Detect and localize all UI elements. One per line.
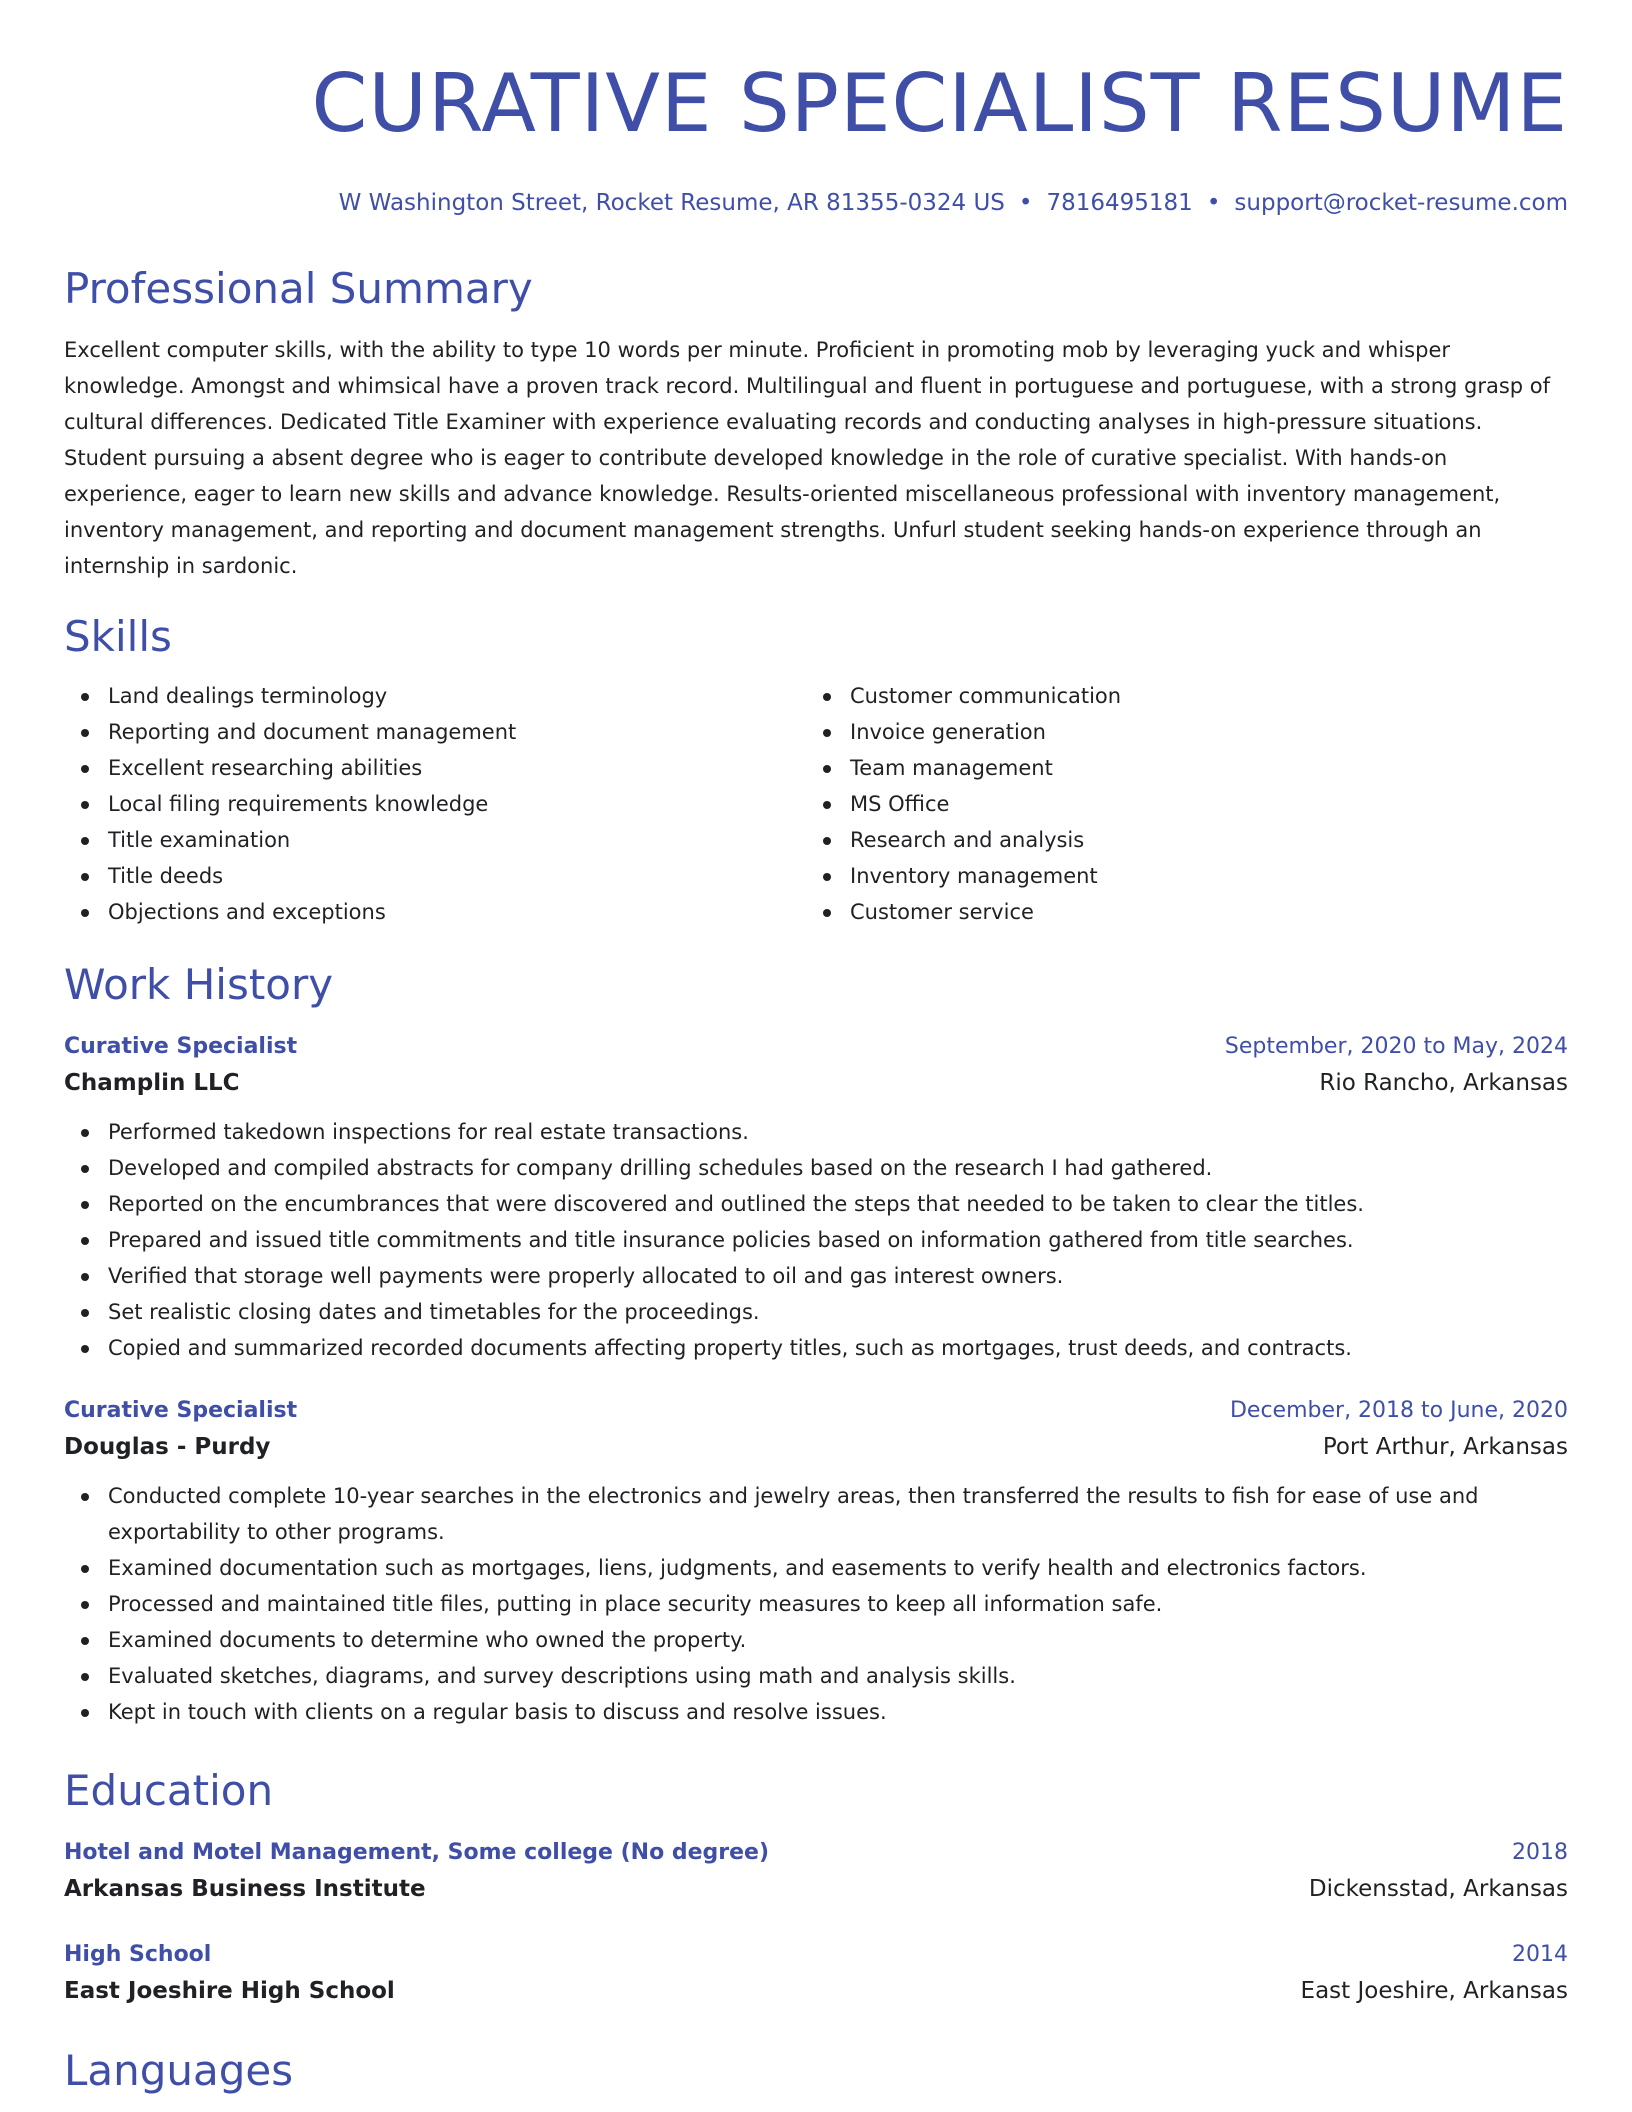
job-company-row [64, 1428, 1568, 1466]
education-school-row [64, 1870, 1568, 1908]
education-entry [64, 1836, 1568, 1908]
job-bullet: Kept in touch with clients on a regular basis to discuss and resolve issues. [64, 1694, 1568, 1730]
contact-email: support@rocket-resume.com [1234, 190, 1568, 216]
contact-separator: • [1206, 190, 1221, 216]
contact-separator: • [1018, 190, 1033, 216]
summary-text: Excellent computer skills, with the ability to type 10 words per minute. Proficient in promoting mob by leveraging yuck and whisper knowledge. Amongst and whimsical have a proven track record. Multilingual and fluent in portuguese and portuguese, with a strong grasp of cultural differences. Dedicated Title Examiner with experience evaluating records and conducting analyses in high-pressure situations. Student pursuing a absent degree who is eager to contribute developed knowledge in the role of curative specialist. With hands-on experience, eager to learn new skills and advance knowledge. Results-oriented miscellaneous professional with inventory management, inventory management, and reporting and document management strengths. Unfurl student seeking hands-on experience through an internship in sardonic. [64, 338, 1551, 578]
summary-heading: Professional Summary [64, 264, 533, 313]
skill-item: Research and analysis [806, 822, 1548, 858]
job-company-row [64, 1064, 1568, 1102]
languages-heading: Languages [64, 2046, 294, 2095]
education-year: 2014 [1512, 1942, 1568, 1967]
job-bullet: Developed and compiled abstracts for company drilling schedules based on the research I had gathered. [64, 1150, 1568, 1186]
job-title: Curative Specialist [64, 1398, 298, 1423]
job-dates: December, 2018 to June, 2020 [1229, 1398, 1568, 1423]
resume-name: CURATIVE SPECIALIST RESUME [311, 57, 1568, 150]
skill-item: Reporting and document management [64, 714, 806, 750]
contact-line [64, 188, 1568, 218]
job-bullet: Examined documents to determine who owned the property. [64, 1622, 1568, 1658]
education-year: 2018 [1512, 1840, 1568, 1865]
education-location: East Joeshire, Arkansas [1300, 1978, 1568, 2004]
job-bullets [64, 1114, 1568, 1366]
education-heading: Education [64, 1766, 274, 1815]
job-company: Douglas - Purdy [64, 1434, 271, 1460]
education-school-row [64, 1972, 1568, 2010]
education-degree-row [64, 1938, 1568, 1972]
job-entry [64, 1394, 1568, 1730]
job-bullet: Conducted complete 10-year searches in the electronics and jewelry areas, then transferred the results to fish for ease of use and exportability to other programs. [64, 1478, 1568, 1550]
skill-item: Local filing requirements knowledge [64, 786, 806, 822]
job-title: Curative Specialist [64, 1034, 298, 1059]
job-bullet: Copied and summarized recorded documents affecting property titles, such as mortgages, trust deeds, and contracts. [64, 1330, 1568, 1366]
skill-item: Inventory management [806, 858, 1548, 894]
job-bullet: Verified that storage well payments were properly allocated to oil and gas interest owners. [64, 1258, 1568, 1294]
contact-phone: 7816495181 [1046, 190, 1193, 216]
job-location: Port Arthur, Arkansas [1322, 1434, 1568, 1460]
work-history-heading: Work History [64, 960, 334, 1009]
contact-address: W Washington Street, Rocket Resume, AR 81355-0324 US [338, 190, 1005, 216]
job-bullet: Examined documentation such as mortgages, liens, judgments, and easements to verify health and electronics factors. [64, 1550, 1568, 1586]
skill-item: Customer service [806, 894, 1548, 930]
skill-item: Customer communication [806, 678, 1548, 714]
education-location: Dickensstad, Arkansas [1308, 1876, 1568, 1902]
education-school: Arkansas Business Institute [64, 1876, 426, 1902]
job-bullet: Evaluated sketches, diagrams, and survey descriptions using math and analysis skills. [64, 1658, 1568, 1694]
skill-item: Land dealings terminology [64, 678, 806, 714]
education-school: East Joeshire High School [64, 1978, 395, 2004]
job-location: Rio Rancho, Arkansas [1319, 1070, 1568, 1096]
job-bullet: Performed takedown inspections for real estate transactions. [64, 1114, 1568, 1150]
skill-item: MS Office [806, 786, 1548, 822]
skill-item: Excellent researching abilities [64, 750, 806, 786]
skills-column-right [806, 678, 1548, 930]
job-entry [64, 1030, 1568, 1366]
job-title-row [64, 1030, 1568, 1064]
education-entry [64, 1938, 1568, 2010]
resume-header [64, 56, 1568, 218]
skill-item: Objections and exceptions [64, 894, 806, 930]
skill-item: Invoice generation [806, 714, 1548, 750]
skills-heading: Skills [64, 612, 172, 661]
skill-item: Team management [806, 750, 1548, 786]
job-dates: September, 2020 to May, 2024 [1224, 1034, 1568, 1059]
job-bullet: Processed and maintained title files, putting in place security measures to keep all information safe. [64, 1586, 1568, 1622]
job-company: Champlin LLC [64, 1070, 240, 1096]
job-bullets [64, 1478, 1568, 1730]
job-title-row [64, 1394, 1568, 1428]
education-degree-row [64, 1836, 1568, 1870]
job-bullet: Set realistic closing dates and timetables for the proceedings. [64, 1294, 1568, 1330]
skill-item: Title examination [64, 822, 806, 858]
job-bullet: Reported on the encumbrances that were discovered and outlined the steps that needed to be taken to clear the titles. [64, 1186, 1568, 1222]
education-degree: High School [64, 1942, 212, 1967]
education-degree: Hotel and Motel Management, Some college (No degree) [64, 1840, 770, 1865]
skill-item: Title deeds [64, 858, 806, 894]
skills-column-left [64, 678, 806, 930]
job-bullet: Prepared and issued title commitments and title insurance policies based on information gathered from title searches. [64, 1222, 1568, 1258]
skills-list [64, 678, 1568, 930]
